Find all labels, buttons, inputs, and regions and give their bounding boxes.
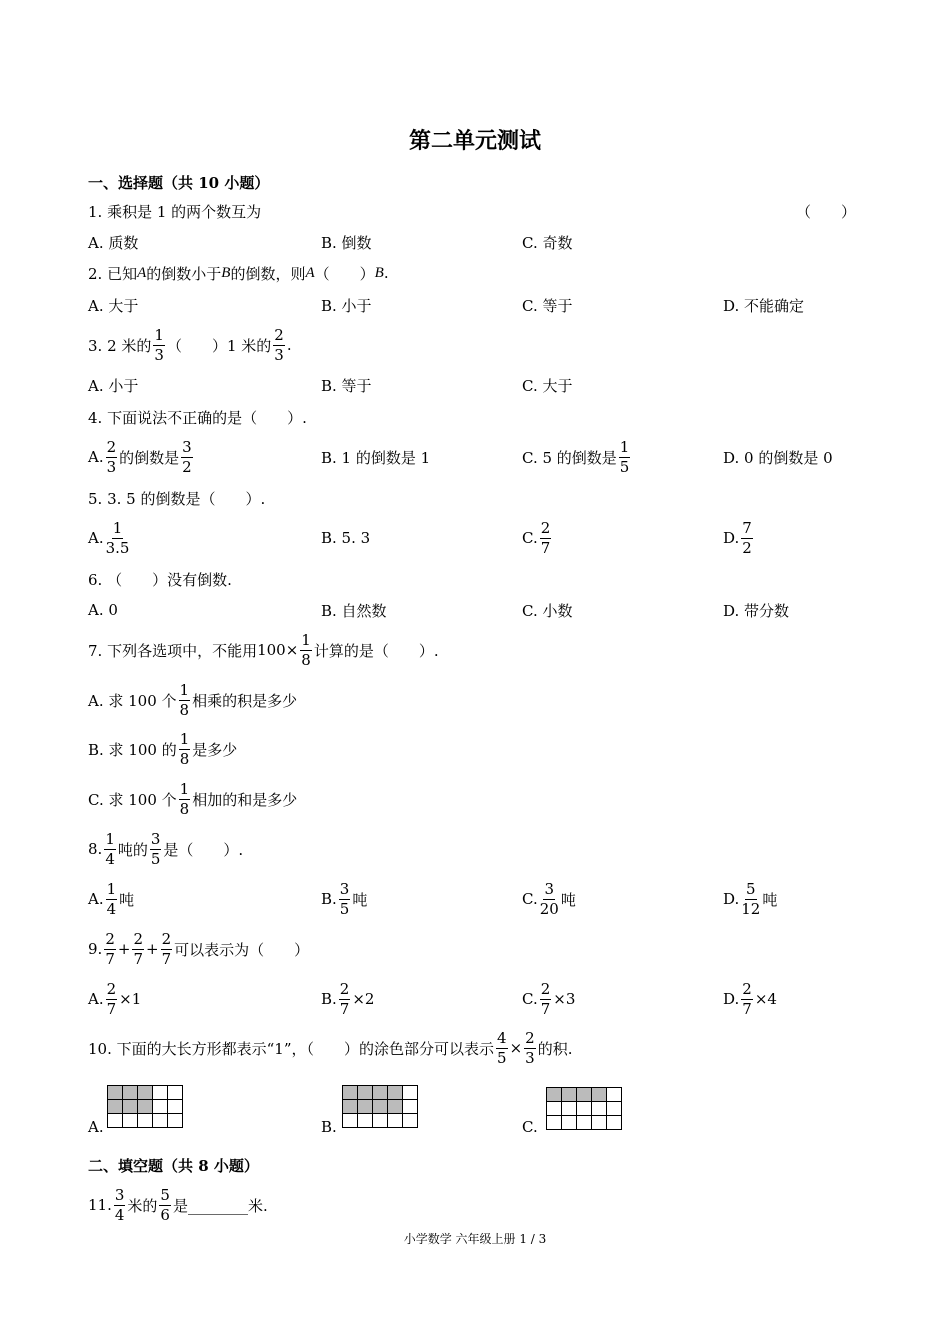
q7-option-c-text-1: C. 求 100 个: [88, 790, 177, 809]
q4-option-c-fraction-num: 1: [619, 437, 630, 456]
q7-option-b-fraction-num: 1: [179, 729, 190, 748]
q8-fraction-1-den: 4: [105, 849, 115, 868]
q11-text-2: 是________米.: [172, 1196, 268, 1215]
q9-fraction-3-den: 7: [161, 949, 172, 968]
q9-fraction-3: [161, 929, 173, 968]
q6-option-d: D. 带分数: [723, 601, 790, 620]
q7-fraction-den: 8: [301, 650, 311, 669]
q3-option-a: A. 小于: [88, 376, 139, 395]
q9-fraction-1-num: 2: [105, 929, 115, 948]
page-footer: 小学数学 六年级上册 1 / 3: [403, 1232, 547, 1246]
q5-option-d: [723, 518, 755, 557]
q4-option-a-fraction-1: [106, 437, 118, 476]
q8-option-b-fraction-num: 3: [339, 879, 350, 898]
q4-option-c-fraction: [619, 437, 631, 476]
q8-option-d-fraction-den: 12: [741, 899, 761, 918]
q9-option-a-fraction-den: 7: [106, 999, 117, 1018]
q8-option-a-fraction-den: 4: [106, 899, 117, 918]
q8-option-b: [321, 879, 368, 918]
q9-option-c-fraction-den: 7: [540, 999, 551, 1018]
q11-text-1: 米的: [127, 1196, 158, 1215]
q7-option-c-text-2: 相加的和是多少: [192, 790, 298, 809]
q2-text-1: 2. 已知: [88, 264, 138, 283]
q7-option-a-fraction-num: 1: [179, 680, 190, 699]
q11-fraction-2-den: 6: [160, 1205, 170, 1224]
q5-option-d-fraction-num: 7: [742, 518, 752, 537]
q11-fraction-1-den: 4: [114, 1205, 125, 1224]
q9-option-d: [723, 979, 777, 1018]
q9-option-c-label: C.: [522, 990, 538, 1008]
q7-option-a-text-2: 相乘的积是多少: [192, 691, 298, 710]
q7-option-a-fraction-den: 8: [179, 700, 190, 719]
q5-stem: 5. 3. 5 的倒数是（ ）.: [88, 489, 266, 508]
q8-option-a-fraction: [106, 879, 118, 918]
q10-fraction-1: [496, 1028, 508, 1067]
q9-fraction-1-den: 7: [105, 949, 115, 968]
q7-option-c-fraction-den: 8: [179, 799, 190, 818]
q2-var-b-2: B: [374, 264, 384, 281]
q7-option-a-text-1: A. 求 100 个: [88, 691, 177, 710]
q10-fraction-1-num: 4: [497, 1028, 507, 1047]
q2-var-a-2: A: [305, 264, 315, 281]
q2-var-a: A: [137, 264, 147, 281]
q4-option-a-fraction-1-num: 2: [106, 437, 117, 456]
q8-fraction-2-den: 5: [150, 849, 161, 868]
section-fill-heading: 二、填空题（共 8 小题）: [88, 1157, 259, 1175]
q8-option-c-fraction: [539, 879, 559, 918]
q2-text-4: （ ）: [314, 264, 375, 283]
q7-option-a: [88, 680, 298, 719]
q4-option-a-text: 的倒数是: [119, 448, 180, 467]
q8-text-2: 是（ ）.: [163, 840, 244, 859]
q9-option-a-fraction-num: 2: [106, 979, 117, 998]
q5-option-a: [88, 518, 131, 557]
q7-stem: [88, 630, 439, 669]
q3-end: .: [286, 336, 292, 354]
q9-option-d-fraction: [741, 979, 753, 1018]
page-title: 第二单元测试: [408, 128, 541, 154]
q9-fraction-2: [132, 929, 144, 968]
q8-fraction-1: [104, 829, 116, 868]
q8-option-d-label: D.: [723, 890, 740, 908]
q6-option-a: A. 0: [88, 601, 118, 619]
q9-plus-1: +: [117, 940, 131, 958]
q3-fraction-2-den: 3: [274, 345, 284, 364]
q4-option-a-fraction-2-num: 3: [182, 437, 192, 456]
q1-answer-paren: （ ）: [796, 202, 857, 221]
q8-fraction-2: [150, 829, 162, 868]
q2-var-b: B: [221, 264, 231, 281]
q5-option-c-fraction-num: 2: [540, 518, 551, 537]
q5-option-c: [522, 518, 553, 557]
q9-option-a-fraction: [106, 979, 118, 1018]
q2-end: .: [383, 264, 389, 282]
q4-option-c-text: C. 5 的倒数是: [522, 448, 617, 467]
q7-fraction-num: 1: [301, 630, 311, 649]
q11-fraction-2-num: 5: [160, 1185, 170, 1204]
q10-option-c-grid: [546, 1087, 622, 1130]
q9-plus-2: +: [145, 940, 159, 958]
q9-option-b-fraction-num: 2: [339, 979, 350, 998]
q7-text-1: 7. 下列各选项中，不能用: [88, 641, 258, 660]
q1-option-a: A. 质数: [88, 233, 139, 252]
q3-option-c: C. 大于: [522, 376, 573, 395]
q9-fraction-2-num: 2: [133, 929, 143, 948]
q8-option-c-fraction-num: 3: [544, 879, 555, 898]
q8-option-a-fraction-num: 1: [106, 879, 117, 898]
q9-fraction-1: [104, 929, 116, 968]
q5-option-c-label: C.: [522, 529, 538, 547]
q9-option-d-fraction-num: 2: [742, 979, 752, 998]
q9-option-b: [321, 979, 375, 1018]
q1-option-c: C. 奇数: [522, 233, 573, 252]
q3-fraction-1: [153, 325, 165, 364]
q2-text-3: 的倒数，则: [230, 264, 306, 283]
q5-option-c-fraction-den: 7: [540, 538, 551, 557]
q8-option-c-label: C.: [522, 890, 538, 908]
q4-stem: 4. 下面说法不正确的是（ ）.: [88, 408, 307, 427]
q1-option-b: B. 倒数: [321, 233, 372, 252]
q9-stem: [88, 929, 310, 968]
q7-option-c-fraction: [179, 779, 191, 818]
section-choice-heading: 一、选择题（共 10 小题）: [88, 174, 270, 192]
q9-option-d-label: D.: [723, 990, 740, 1008]
q9-number: 9.: [88, 940, 103, 958]
q10-option-a-grid: [107, 1085, 183, 1128]
q9-option-d-op: ×4: [754, 990, 777, 1008]
q7-option-b: [88, 729, 238, 768]
q3-fraction-2: [273, 325, 285, 364]
q6-stem: 6. （ ）没有倒数.: [88, 570, 232, 589]
q2-option-a: A. 大于: [88, 296, 139, 315]
q8-option-d-fraction-num: 5: [746, 879, 756, 898]
q8-option-d-unit: 吨: [762, 890, 778, 909]
q4-option-c-fraction-den: 5: [619, 457, 630, 476]
q4-option-a-fraction-1-den: 3: [106, 457, 117, 476]
q8-stem: [88, 829, 244, 868]
q4-option-a-label: A.: [88, 448, 104, 466]
q5-option-d-fraction-den: 2: [742, 538, 752, 557]
q10-fraction-2-num: 2: [525, 1028, 535, 1047]
q8-fraction-1-num: 1: [105, 829, 115, 848]
q4-option-d: D. 0 的倒数是 0: [723, 448, 833, 467]
q3-text-2: （ ）1 米的: [166, 336, 272, 355]
q10-option-b-grid: [342, 1085, 418, 1128]
q7-option-b-fraction-den: 8: [179, 749, 190, 768]
q5-option-a-label: A.: [88, 529, 104, 547]
q9-option-c-fraction: [540, 979, 552, 1018]
q8-number: 8.: [88, 840, 103, 858]
q3-fraction-1-num: 1: [154, 325, 164, 344]
q5-option-d-label: D.: [723, 529, 740, 547]
q6-option-b: B. 自然数: [321, 601, 387, 620]
q11-fraction-1-num: 3: [114, 1185, 125, 1204]
q8-text-1: 吨的: [117, 840, 148, 859]
q10-option-c-label: C.: [522, 1118, 538, 1136]
q11-number: 11.: [88, 1196, 112, 1214]
q7-option-c: [88, 779, 298, 818]
q2-option-b: B. 小于: [321, 296, 372, 315]
q8-option-b-fraction-den: 5: [339, 899, 350, 918]
q10-stem: [88, 1028, 573, 1067]
q5-option-a-fraction-den: 3.5: [105, 538, 130, 557]
q9-option-b-fraction: [339, 979, 351, 1018]
q9-fraction-3-num: 2: [161, 929, 172, 948]
q9-fraction-2-den: 7: [133, 949, 143, 968]
q9-option-a-op: ×1: [119, 990, 142, 1008]
q3-option-b: B. 等于: [321, 376, 372, 395]
q3-fraction-1-den: 3: [154, 345, 164, 364]
q2-option-c: C. 等于: [522, 296, 573, 315]
q8-option-b-unit: 吨: [352, 890, 368, 909]
q8-fraction-2-num: 3: [150, 829, 161, 848]
q5-option-a-fraction: [105, 518, 130, 557]
q9-text: 可以表示为（ ）: [174, 940, 310, 959]
q3-stem: [88, 325, 292, 364]
q1-stem: 1. 乘积是 1 的两个数互为: [88, 202, 262, 221]
q9-option-c-op: ×3: [553, 990, 576, 1008]
q3-text-1: 3. 2 米的: [88, 336, 152, 355]
q4-option-a: [88, 437, 195, 476]
q8-option-c-unit: 吨: [560, 890, 576, 909]
q9-option-b-fraction-den: 7: [339, 999, 350, 1018]
q7-option-b-fraction: [179, 729, 191, 768]
q4-option-a-fraction-2: [181, 437, 193, 476]
q5-option-d-fraction: [741, 518, 753, 557]
q4-option-a-fraction-2-den: 2: [182, 457, 192, 476]
q10-option-b-label: B.: [321, 1118, 337, 1136]
q4-option-c: [522, 437, 632, 476]
q3-fraction-2-num: 2: [274, 325, 284, 344]
q10-fraction-2-den: 3: [525, 1048, 535, 1067]
q8-option-d-fraction: [741, 879, 761, 918]
q7-multiplier: 100×: [257, 641, 299, 659]
q9-option-b-op: ×2: [352, 990, 375, 1008]
q7-option-a-fraction: [179, 680, 191, 719]
q9-option-a-label: A.: [88, 990, 104, 1008]
q9-option-c: [522, 979, 576, 1018]
q9-option-b-label: B.: [321, 990, 337, 1008]
q8-option-a: [88, 879, 135, 918]
q7-text-2: 计算的是（ ）.: [313, 641, 439, 660]
q4-option-b: B. 1 的倒数是 1: [321, 448, 431, 467]
q8-option-b-label: B.: [321, 890, 337, 908]
q7-fraction: [300, 630, 312, 669]
q9-option-c-fraction-num: 2: [540, 979, 551, 998]
q2-option-d: D. 不能确定: [723, 296, 805, 315]
q5-option-a-fraction-num: 1: [112, 518, 123, 537]
q11-stem: [88, 1185, 268, 1224]
q7-option-c-fraction-num: 1: [179, 779, 190, 798]
q8-option-d: [723, 879, 778, 918]
q10-fraction-2: [524, 1028, 536, 1067]
q8-option-c-fraction-den: 20: [539, 899, 559, 918]
q8-option-a-unit: 吨: [119, 890, 135, 909]
q5-option-b: B. 5. 3: [321, 529, 371, 547]
q10-option-a-label: A.: [88, 1118, 104, 1136]
q8-option-a-label: A.: [88, 890, 104, 908]
q5-option-c-fraction: [540, 518, 552, 557]
q10-text-2: 的积.: [537, 1039, 573, 1058]
q10-text-1: 10. 下面的大长方形都表示“1”，（ ）的涂色部分可以表示: [88, 1039, 495, 1058]
q10-times: ×: [509, 1039, 523, 1057]
q7-option-b-text-2: 是多少: [192, 740, 238, 759]
q9-option-a: [88, 979, 142, 1018]
q6-option-c: C. 小数: [522, 601, 573, 620]
q10-fraction-1-den: 5: [497, 1048, 507, 1067]
q11-fraction-1: [114, 1185, 126, 1224]
q8-option-c: [522, 879, 576, 918]
q2-text-2: 的倒数小于: [146, 264, 222, 283]
q7-option-b-text-1: B. 求 100 的: [88, 740, 177, 759]
q11-fraction-2: [159, 1185, 171, 1224]
q9-option-d-fraction-den: 7: [742, 999, 752, 1018]
q8-option-b-fraction: [339, 879, 351, 918]
q2-stem: [88, 256, 389, 290]
